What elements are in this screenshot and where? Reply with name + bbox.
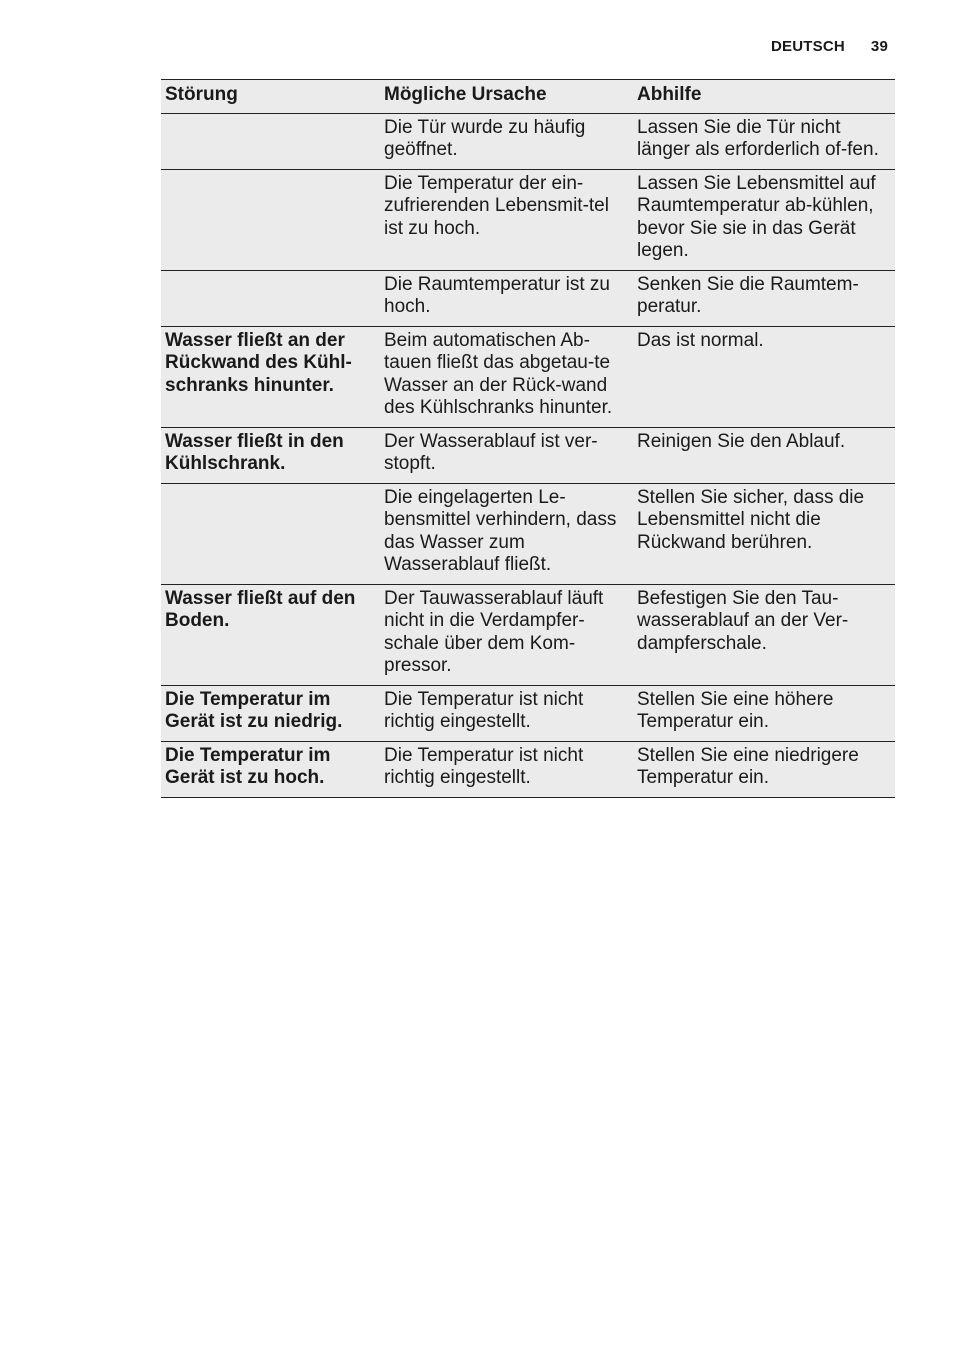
troubleshooting-table: [161, 79, 895, 798]
problem-cell: [161, 169, 380, 270]
column-header-remedy: Abhilfe: [633, 80, 895, 114]
remedy-cell: Befestigen Sie den Tau-wasserablauf an der Ver-dampferschale.: [637, 587, 849, 654]
cause-cell: Die Raumtemperatur ist zu hoch.: [384, 273, 610, 317]
problem-cell: Die Temperatur im Gerät ist zu hoch.: [165, 744, 331, 788]
remedy-cell: Stellen Sie sicher, dass die Lebensmittel nicht die Rückwand berühren.: [637, 486, 865, 553]
remedy-cell: Stellen Sie eine höhere Temperatur ein.: [637, 688, 834, 732]
problem-cell: Wasser fließt in den Kühlschrank.: [165, 430, 344, 474]
problem-cell: Die Temperatur im Gerät ist zu niedrig.: [165, 688, 343, 732]
table-row: [161, 741, 895, 797]
problem-cell: Wasser fließt an der Rückwand des Kühl-schranks hinunter.: [165, 329, 352, 396]
problem-cell: [161, 270, 380, 326]
table-header-row: [161, 80, 895, 114]
table-row: [161, 326, 895, 427]
table-row: [161, 113, 895, 169]
table-row: [161, 169, 895, 270]
problem-cell: [161, 483, 380, 584]
cause-cell: Die Tür wurde zu häufig geöffnet.: [384, 116, 586, 160]
cause-cell: Die Temperatur ist nicht richtig eingestellt.: [384, 744, 584, 788]
table-row: [161, 483, 895, 584]
cause-cell: Die eingelagerten Le-bensmittel verhindern, dass das Wasser zum Wasserablauf fließt.: [384, 486, 617, 575]
remedy-cell: Das ist normal.: [637, 329, 764, 351]
cause-cell: Beim automatischen Ab-tauen fließt das abgetau-te Wasser an der Rück-wand des Kühlschranks hinunter.: [384, 329, 613, 418]
cause-cell: Der Wasserablauf ist ver-stopft.: [384, 430, 598, 474]
problem-cell: Wasser fließt auf den Boden.: [165, 587, 356, 631]
section-label: DEUTSCH: [771, 38, 845, 55]
table-row: [161, 584, 895, 685]
table-row: [161, 427, 895, 483]
page-number: 39: [870, 38, 888, 55]
remedy-cell: Senken Sie die Raumtem-peratur.: [637, 273, 859, 317]
problem-cell: [161, 113, 380, 169]
cause-cell: Der Tauwasserablauf läuft nicht in die Verdampfer-schale über dem Kom-pressor.: [384, 587, 604, 676]
cause-cell: Die Temperatur der ein-zufrierenden Lebensmit-tel ist zu hoch.: [384, 172, 609, 239]
troubleshooting-table-container: [161, 79, 895, 798]
table-row: [161, 685, 895, 741]
column-header-problem: Störung: [161, 80, 380, 114]
remedy-cell: Reinigen Sie den Ablauf.: [637, 430, 846, 452]
remedy-cell: Lassen Sie Lebensmittel auf Raumtemperatur ab-kühlen, bevor Sie sie in das Gerät legen.: [637, 172, 876, 261]
remedy-cell: Lassen Sie die Tür nicht länger als erforderlich of-fen.: [637, 116, 879, 160]
table-row: [161, 270, 895, 326]
remedy-cell: Stellen Sie eine niedrigere Temperatur ein.: [637, 744, 859, 788]
page-header: [771, 38, 888, 55]
column-header-cause: Mögliche Ursache: [380, 80, 633, 114]
cause-cell: Die Temperatur ist nicht richtig eingestellt.: [384, 688, 584, 732]
